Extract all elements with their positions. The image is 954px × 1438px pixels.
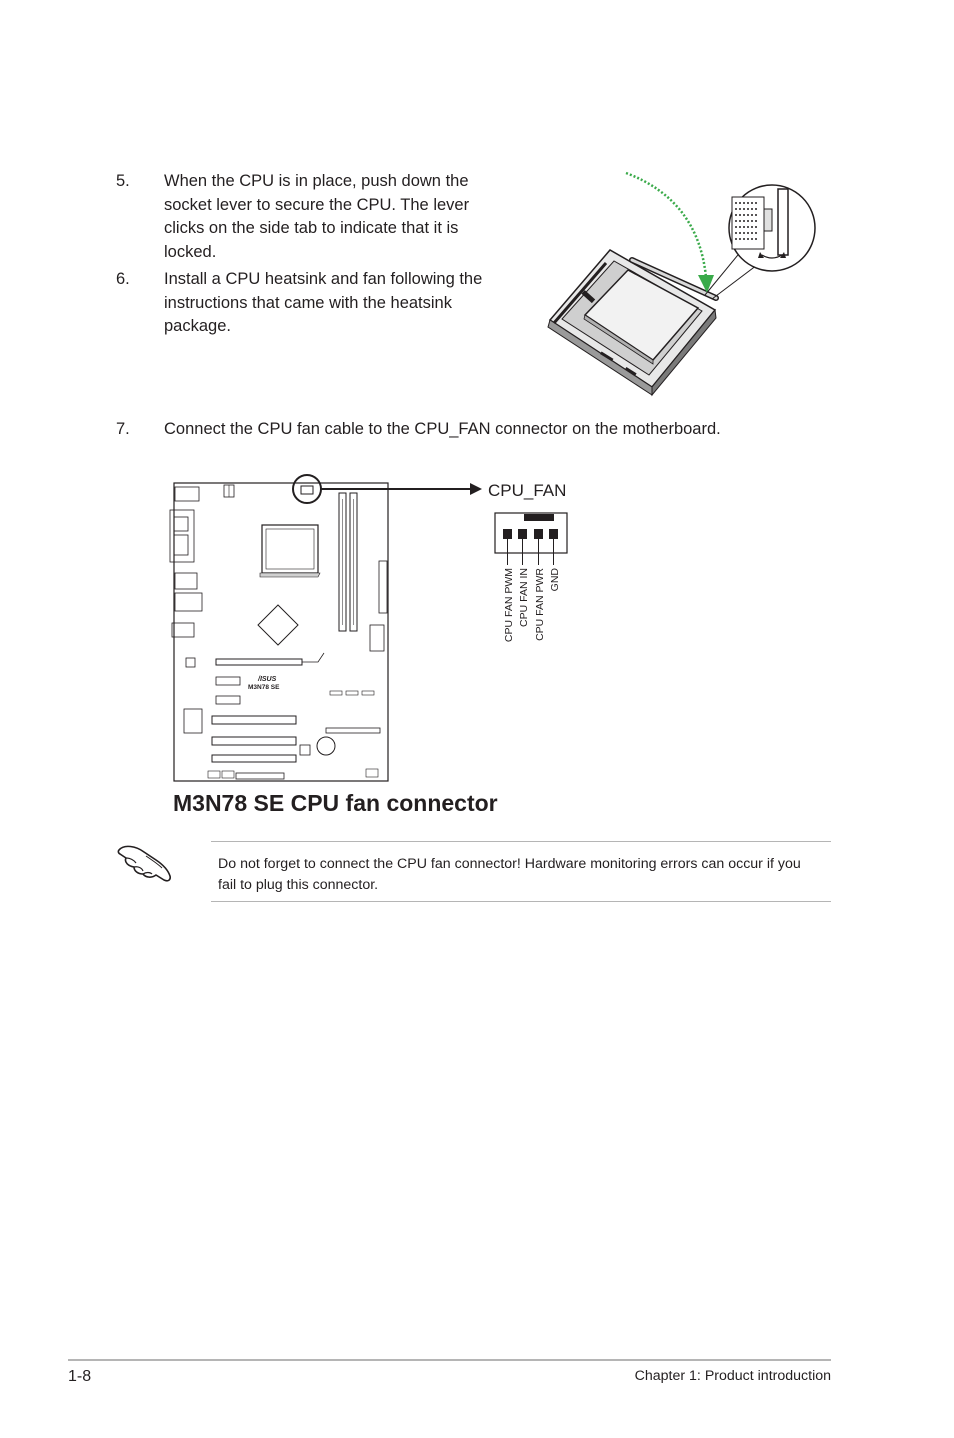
cpu-fan-connector — [495, 513, 567, 565]
pin-label-cpu-fan-in: CPU FAN IN — [518, 568, 530, 627]
step-text: Install a CPU heatsink and fan following the instructions that came with the heatsink package. — [164, 270, 483, 335]
cpu-fan-label: CPU_FAN — [488, 481, 567, 500]
motherboard-diagram — [160, 465, 600, 795]
step-text: Connect the CPU fan cable to the CPU_FAN connector on the motherboard. — [164, 420, 721, 438]
motherboard-outline — [170, 483, 388, 781]
footer-rule — [68, 1359, 831, 1361]
pin-label-gnd: GND — [549, 568, 561, 592]
step-number: 6. — [116, 270, 130, 288]
chapter-title: Chapter 1: Product introduction — [634, 1368, 831, 1384]
step-text: When the CPU is in place, push down the socket lever to secure the CPU. The lever clicks on the side tab to indicate that it is locked. — [164, 172, 470, 261]
pin-label-cpu-fan-pwr: CPU FAN PWR — [534, 568, 546, 641]
connector-pin-4 — [549, 529, 558, 565]
connector-pin-3 — [534, 529, 543, 565]
step-number: 7. — [116, 420, 130, 438]
step-number: 5. — [116, 172, 130, 190]
pointing-hand-icon — [116, 838, 174, 886]
note-text: Do not forget to connect the CPU fan connector! Hardware monitoring errors can occur if you fail to plug this connector. — [218, 856, 801, 893]
cpu-socket-illustration — [540, 165, 825, 400]
connector-highlight-circle — [293, 475, 321, 503]
connector-pin-1 — [503, 529, 512, 565]
pin-label-cpu-fan-pwm: CPU FAN PWM — [503, 568, 515, 643]
note-box — [211, 841, 831, 902]
page-number: 1-8 — [68, 1368, 92, 1385]
figure-caption: M3N78 SE CPU fan connector — [173, 790, 498, 816]
board-model-label: M3N78 SE — [248, 684, 280, 691]
board-brand-logo: /ISUS — [258, 676, 277, 683]
callout-arrowhead — [470, 483, 482, 495]
connector-pin-2 — [518, 529, 527, 565]
